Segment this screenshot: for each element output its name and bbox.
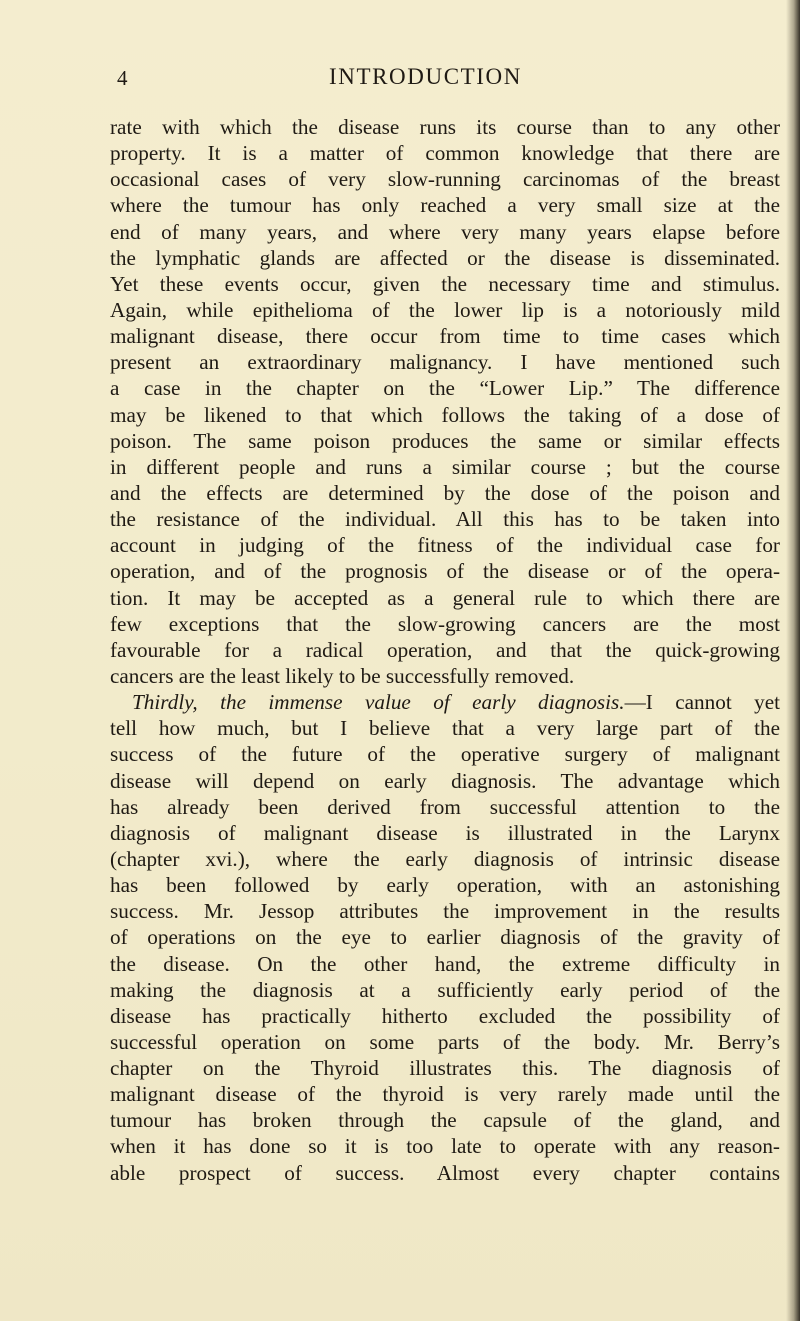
page-number: 4	[117, 66, 128, 90]
text-line: the resistance of the individual. All this has to be taken into	[110, 507, 780, 532]
text-line: property. It is a matter of common knowledge that there are	[110, 141, 780, 166]
text-line: has already been derived from successful attention to the	[110, 794, 780, 819]
text-line: the lymphatic glands are affected or the disease is disseminated.	[110, 245, 780, 270]
text-line: Again, while epithelioma of the lower lip is a notoriously mild	[110, 297, 780, 322]
text-line: able prospect of success. Almost every chapter contains	[110, 1160, 780, 1185]
text-line: cancers are the least likely to be successfully removed.	[110, 663, 575, 688]
text-line: malignant disease of the thyroid is very rarely made until the	[110, 1082, 780, 1107]
text-line: has been followed by early operation, with an astonishing	[110, 873, 780, 898]
text-line: when it has done so it is too late to operate with any reason-	[110, 1134, 780, 1159]
text-line: successful operation on some parts of the body. Mr. Berry’s	[110, 1029, 780, 1054]
text-line: operation, and of the prognosis of the disease or of the opera-	[110, 559, 780, 584]
text-line: where the tumour has only reached a very small size at the	[110, 193, 780, 218]
text-line: and the effects are determined by the dose of the poison and	[110, 480, 780, 505]
paragraph-2	[110, 689, 780, 1186]
text-line: present an extraordinary malignancy. I have mentioned such	[110, 350, 780, 375]
body-text	[110, 114, 780, 1186]
text-line: making the diagnosis at a sufficiently early period of the	[110, 977, 780, 1002]
text-line: favourable for a radical operation, and that the quick-growing	[110, 637, 780, 662]
text-line: rate with which the disease runs its course than to any other	[110, 115, 780, 139]
paragraph-1	[110, 114, 780, 689]
text-line: diagnosis of malignant disease is illustrated in the Larynx	[110, 820, 780, 845]
text-line: occasional cases of very slow-running carcinomas of the breast	[110, 167, 780, 192]
text-line: success. Mr. Jessop attributes the improvement in the results	[110, 899, 780, 924]
text-line: tell how much, but I believe that a very large part of the	[110, 716, 780, 741]
text-line: (chapter xvi.), where the early diagnosis of intrinsic disease	[110, 846, 780, 871]
text-line: chapter on the Thyroid illustrates this. The diagnosis of	[110, 1056, 780, 1081]
page-edge-shadow	[786, 0, 800, 1321]
text-line: poison. The same poison produces the same or similar effects	[110, 428, 780, 453]
text-span: —I cannot yet	[624, 690, 780, 715]
page-header	[0, 66, 800, 96]
text-line: a case in the chapter on the “Lower Lip.” The difference	[110, 376, 780, 401]
text-line: account in judging of the fitness of the individual case for	[110, 533, 780, 558]
text-line: malignant disease, there occur from time to time cases which	[110, 324, 780, 349]
section-heading-italic: Thirdly, the immense value of early diagnosis.	[132, 690, 625, 715]
text-line: tion. It may be accepted as a general rule to which there are	[110, 585, 780, 610]
text-line: may be likened to that which follows the taking of a dose of	[110, 402, 780, 427]
text-line: success of the future of the operative surgery of malignant	[110, 742, 780, 767]
text-line: few exceptions that the slow-growing cancers are the most	[110, 611, 780, 636]
text-line: disease will depend on early diagnosis. The advantage which	[110, 768, 780, 793]
text-line: end of many years, and where very many years elapse before	[110, 219, 780, 244]
text-line	[110, 689, 780, 715]
text-line: disease has practically hitherto excluded the possibility of	[110, 1003, 780, 1028]
text-line: in different people and runs a similar course ; but the course	[110, 454, 780, 479]
text-line: of operations on the eye to earlier diagnosis of the gravity of	[110, 925, 780, 950]
text-line: tumour has broken through the capsule of the gland, and	[110, 1108, 780, 1133]
text-line: Yet these events occur, given the necessary time and stimulus.	[110, 271, 780, 296]
text-line: the disease. On the other hand, the extreme difficulty in	[110, 951, 780, 976]
running-head: INTRODUCTION	[329, 64, 522, 89]
